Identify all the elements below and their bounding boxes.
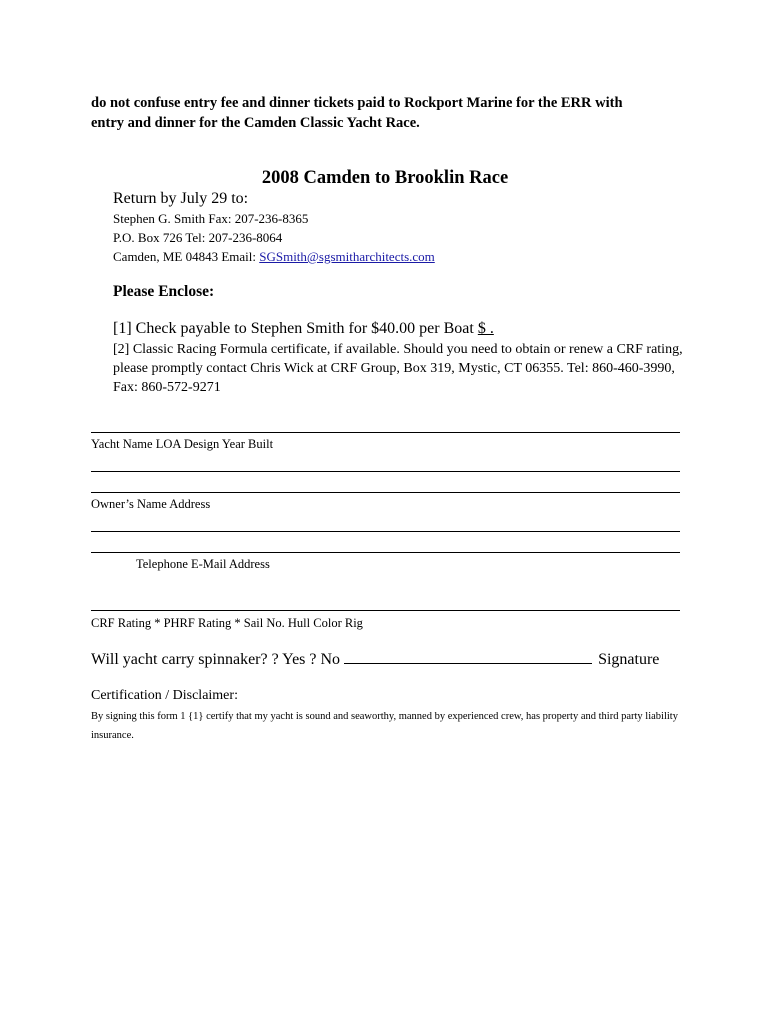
enclose-item-2: [2] Classic Racing Formula certificate, if available. Should you need to obtain or renew a CRF rating, please promptly contact Chris Wick at CRF Group, Box 319, Mystic, CT 06355. Tel: 860-460-3990, Fax: 860-572-9271 [113,342,683,395]
spinnaker-question [91,649,659,669]
spinnaker-question-text: Will yacht carry spinnaker? ? Yes ? No [91,651,341,668]
enclose-item-1 [113,320,494,338]
page-title [0,168,770,189]
page-title-text: 2008 Camden to Brooklin Race [261,168,509,188]
address-line-1: Stephen G. Smith Fax: 207-236-8365 [113,211,309,226]
certification-heading: Certification / Disclaimer: [91,688,238,703]
address-city-email-label: Camden, ME 04843 Email: [113,249,260,264]
fee-amount-field[interactable]: $ . [477,320,494,337]
yacht-info-label: Yacht Name LOA Design Year Built [91,437,274,451]
notice-text [91,93,623,133]
telephone-info-label: Telephone E-Mail Address [136,557,270,571]
rating-info-line[interactable] [91,610,680,611]
owner-info-line[interactable] [91,492,680,493]
enclose-heading: Please Enclose: [113,283,215,300]
yacht-info-line[interactable] [91,432,680,433]
notice-line-2: entry and dinner for the Camden Classic Yacht Race. [91,115,420,131]
signature-label: Signature [598,651,660,668]
owner-info-label: Owner’s Name Address [91,497,211,511]
rating-info-label: CRF Rating * PHRF Rating * Sail No. Hull Color Rig [91,616,363,630]
blank-line[interactable] [91,471,680,472]
address-line-2: P.O. Box 726 Tel: 207-236-8064 [113,230,283,245]
notice-line-1: do not confuse entry fee and dinner tickets paid to Rockport Marine for the ERR with [91,95,623,111]
signature-line[interactable] [344,649,592,664]
blank-line[interactable] [91,531,680,532]
return-by-text: Return by July 29 to: [113,190,249,207]
address-line-3 [113,249,435,265]
telephone-info-line[interactable] [91,552,680,553]
certification-body: By signing this form 1 {1} certify that my yacht is sound and seaworthy, manned by experienced crew, has property and third party liability insurance. [91,711,678,741]
email-link[interactable]: SGSmith@sgsmitharchitects.com [259,249,435,264]
enclose-item-1-text: [1] Check payable to Stephen Smith for $40.00 per Boat [113,320,478,337]
